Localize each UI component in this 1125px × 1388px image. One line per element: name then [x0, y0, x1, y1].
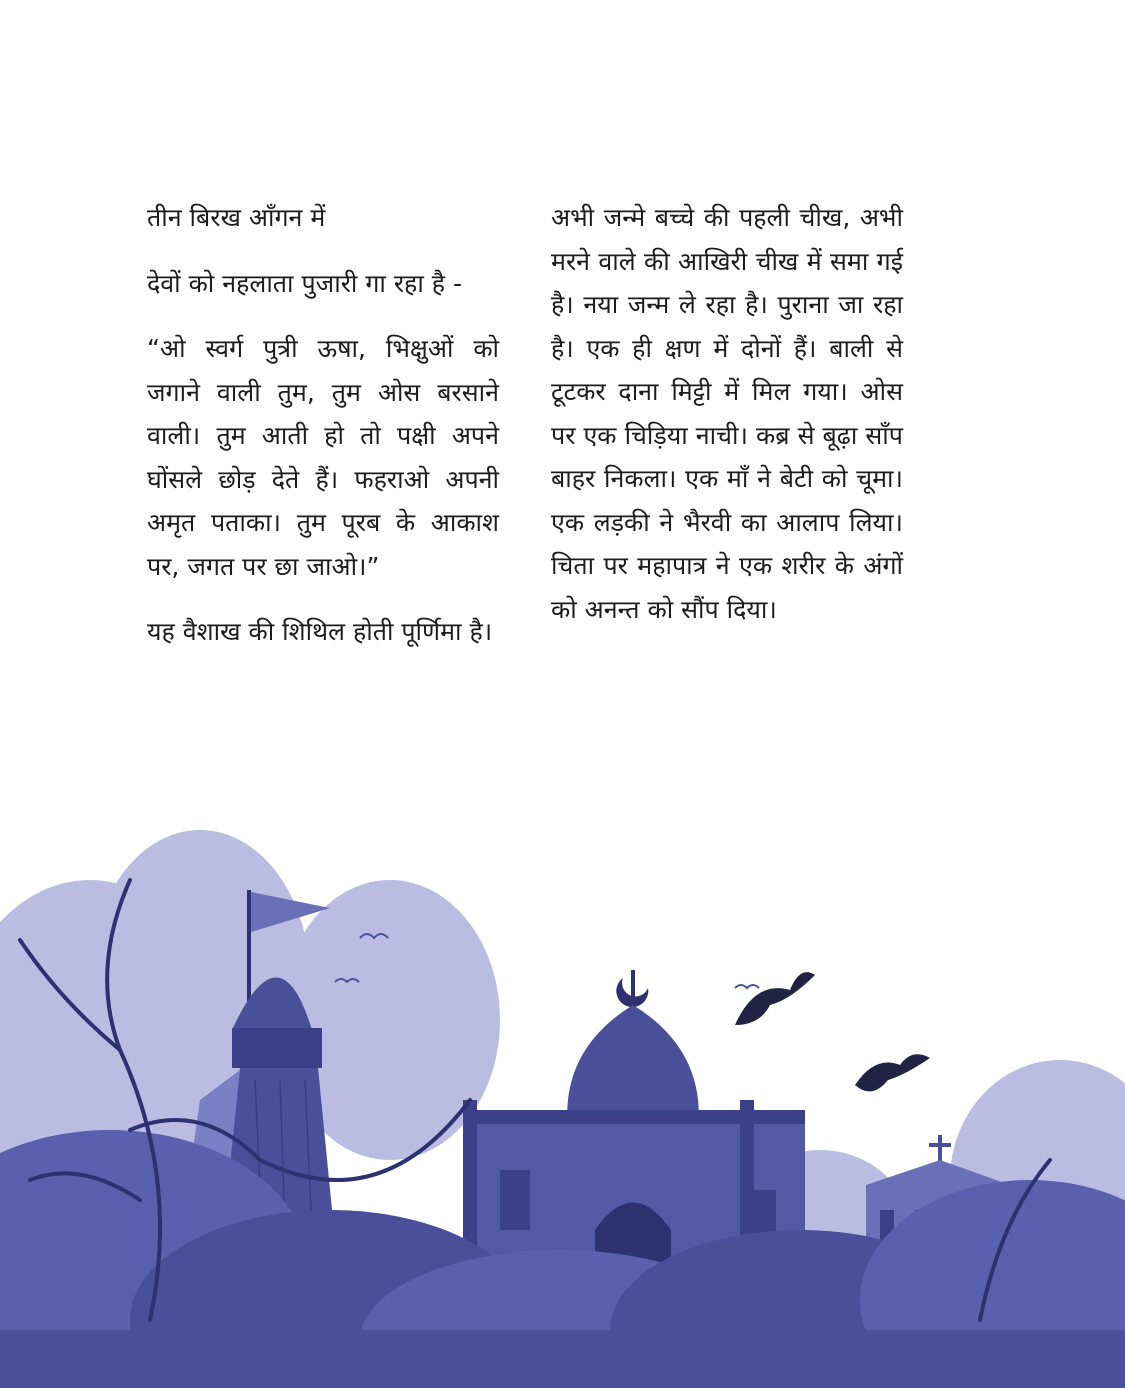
- paragraph-usha-hymn: “ओ स्वर्ग पुत्री ऊषा, भिक्षुओं को जगाने वाली तुम, तुम ओस बरसाने वाली। तुम आती हो तो पक्षी अपने घोंसले छोड़ देते हैं। फहराओ अपनी अमृत पताका। तुम पूरब के आकाश पर, जगत पर छा जाओ।”: [147, 334, 499, 581]
- paragraph-three-trees: तीन बिरख आँगन में: [147, 203, 326, 232]
- paragraph-priest-sings: देवों को नहलाता पुजारी गा रहा है -: [147, 268, 462, 298]
- bats-icon: [735, 972, 930, 1091]
- left-text-column: [147, 196, 499, 676]
- landscape-illustration-icon: [0, 800, 1125, 1388]
- paragraph-birth-death: अभी जन्मे बच्चे की पहली चीख, अभी मरने वाले की आखिरी चीख में समा गई है। नया जन्म ले रहा है। पुराना जा रहा है। एक ही क्षण में दोनों हैं। बाली से टूटकर दाना मिट्टी में मिल गया। ओस पर एक चिड़िया नाची। कब्र से बूढ़ा साँप बाहर निकला। एक माँ ने बेटी को चूमा। एक लड़की ने भैरवी का आलाप लिया। चिता पर महापात्र ने एक शरीर के अंगों को अनन्त को सौंप दिया।: [551, 203, 903, 624]
- right-text-column: [551, 196, 903, 653]
- paragraph-vaishakh-purnima: यह वैशाख की शिथिल होती पूर्णिमा है।: [147, 617, 493, 646]
